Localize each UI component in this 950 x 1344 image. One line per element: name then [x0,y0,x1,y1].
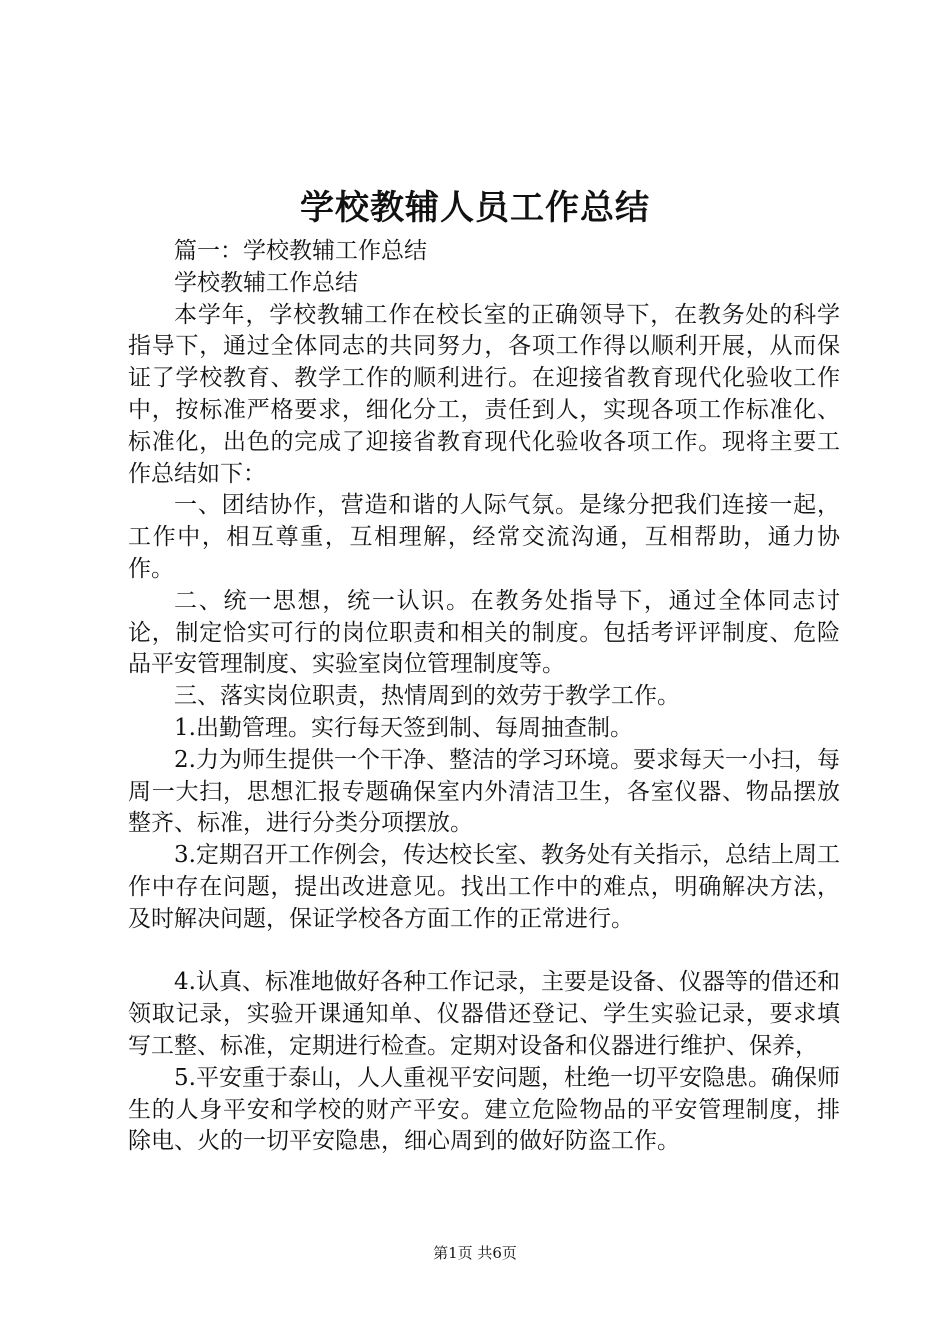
list-item-3: 3.定期召开工作例会，传达校长室、教务处有关指示，总结上周工作中存在问题，提出改进意见。找出工作中的难点，明确解决方法，及时解决问题，保证学校各方面工作的正常进行。 [128,842,840,932]
paragraph-point-three: 三、落实岗位职责，热情周到的效劳于教学工作。 [174,683,680,710]
intro-paragraph: 本学年，学校教辅工作在校长室的正确领导下，在教务处的科学指导下，通过全体同志的共同努力，各项工作得以顺利开展，从而保证了学校教育、教学工作的顺利进行。在迎接省教育现代化验收工作中，按标准严格要求，细化分工，责任到人，实现各项工作标准化、标准化，出色的完成了迎接省教育现代化验收各项工作。现将主要工作总结如下： [128,301,840,487]
document-body [128,236,840,1158]
paragraph-point-two: 二、统一思想，统一认识。在教务处指导下，通过全体同志讨论，制定恰实可行的岗位职责和相关的制度。包括考评评制度、危险品平安管理制度、实验室岗位管理制度等。 [128,587,840,678]
list-item-1: 1.出勤管理。实行每天签到制、每周抽查制。 [174,714,633,741]
page-footer: 第1页 共6页 [433,1244,517,1262]
list-item-4: 4.认真、标准地做好各种工作记录，主要是设备、仪器等的借还和领取记录，实验开课通知单、仪器借还登记、学生实验记录，要求填写工整、标准，定期进行检查。定期对设备和仪器进行维护、保养， [128,969,840,1059]
list-item-5: 5.平安重于泰山，人人重视平安问题，杜绝一切平安隐患。确保师生的人身平安和学校的财产平安。建立危险物品的平安管理制度，排除电、火的一切平安隐患，细心周到的做好防盗工作。 [128,1064,840,1155]
section-subheading: 学校教辅工作总结 [174,269,358,296]
paragraph-point-one: 一、团结协作，营造和谐的人际气氛。是缘分把我们连接一起，工作中，相互尊重，互相理解，经常交流沟通，互相帮助，通力协作。 [128,492,840,582]
document-title: 学校教辅人员工作总结 [300,188,650,228]
paragraph-spacer [128,936,840,968]
list-item-2: 2.力为师生提供一个干净、整洁的学习环境。要求每天一小扫，每周一大扫，思想汇报专题确保室内外清洁卫生，各室仪器、物品摆放整齐、标准，进行分类分项摆放。 [128,746,840,837]
section-heading: 篇一：学校教辅工作总结 [174,238,427,264]
